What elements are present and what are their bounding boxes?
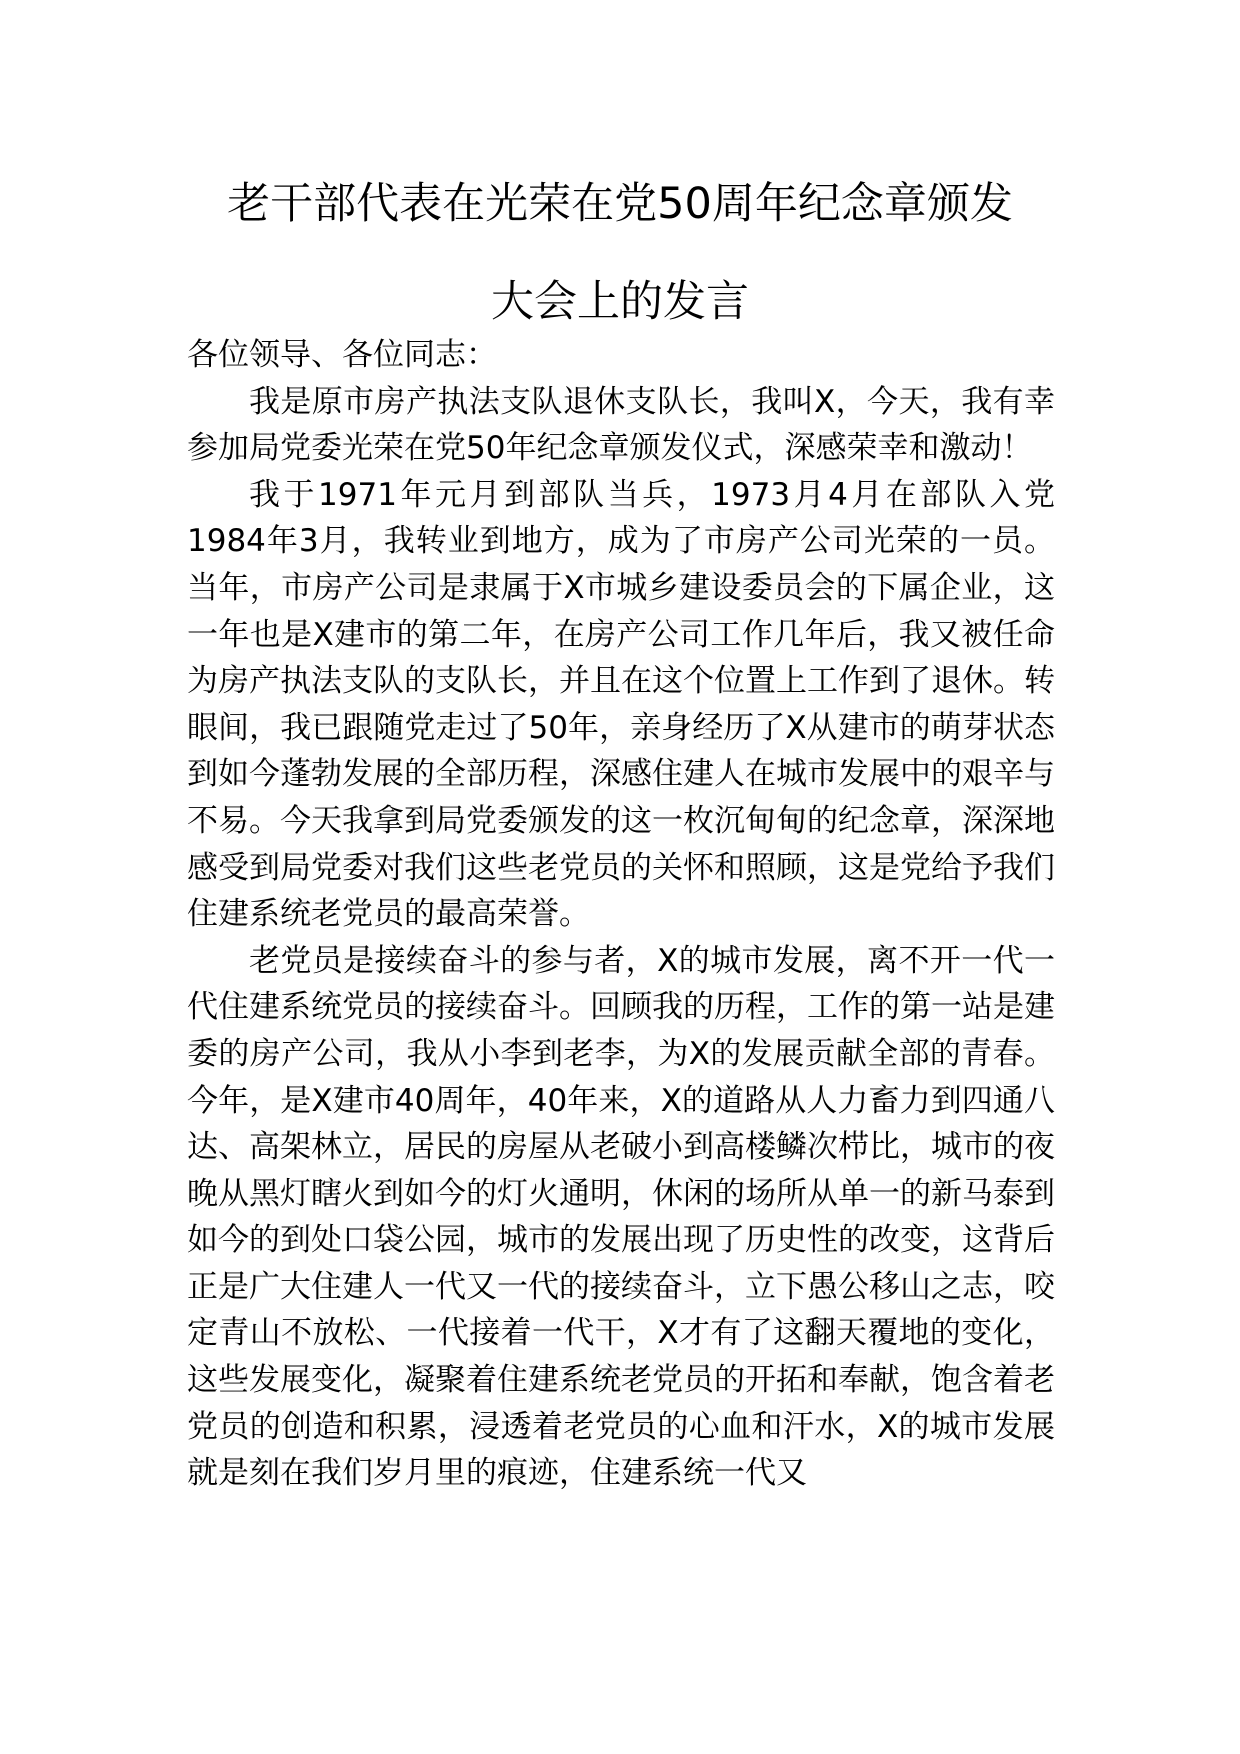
title-line-2: 大会上的发言 <box>491 277 749 327</box>
salutation: 各位领导、各位同志： <box>187 337 497 373</box>
document-body <box>187 332 1055 1497</box>
paragraph-1: 我是原市房产执法支队退休支队长，我叫X，今天，我有幸参加局党委光荣在党50年纪念章颁发仪式，深感荣幸和激动！ <box>187 383 1055 467</box>
title-line-1: 老干部代表在光荣在党50周年纪念章颁发 <box>227 179 1013 229</box>
paragraph-2: 我于1971年元月到部队当兵，1973月4月在部队入党1984年3月，我转业到地方，成为了市房产公司光荣的一员。当年，市房产公司是隶属于X市城乡建设委员会的下属企业，这一年也是X建市的第二年，在房产公司工作几年后，我又被任命为房产执法支队的支队长，并且在这个位置上工作到了退休。转眼间，我已跟随党走过了50年，亲身经历了X从建市的萌芽状态到如今蓬勃发展的全部历程，深感住建人在城市发展中的艰辛与不易。今天我拿到局党委颁发的这一枚沉甸甸的纪念章，深深地感受到局党委对我们这些老党员的关怀和照顾，这是党给予我们住建系统老党员的最高荣誉。 <box>187 476 1055 933</box>
paragraph-3: 老党员是接续奋斗的参与者，X的城市发展，离不开一代一代住建系统党员的接续奋斗。回顾我的历程，工作的第一站是建委的房产公司，我从小李到老李，为X的发展贡献全部的青春。今年，是X建市40周年，40年来，X的道路从人力畜力到四通八达、高架林立，居民的房屋从老破小到高楼鳞次栉比，城市的夜晚从黑灯瞎火到如今的灯火通明，休闲的场所从单一的新马泰到如今的到处口袋公园，城市的发展出现了历史性的改变，这背后正是广大住建人一代又一代的接续奋斗，立下愚公移山之志，咬定青山不放松、一代接着一代干，X才有了这翻天覆地的变化，这些发展变化，凝聚着住建系统老党员的开拓和奉献，饱含着老党员的创造和积累，浸透着老党员的心血和汗水，X的城市发展就是刻在我们岁月里的痕迹，住建系统一代又 <box>187 942 1055 1492</box>
document-title <box>150 155 1090 351</box>
